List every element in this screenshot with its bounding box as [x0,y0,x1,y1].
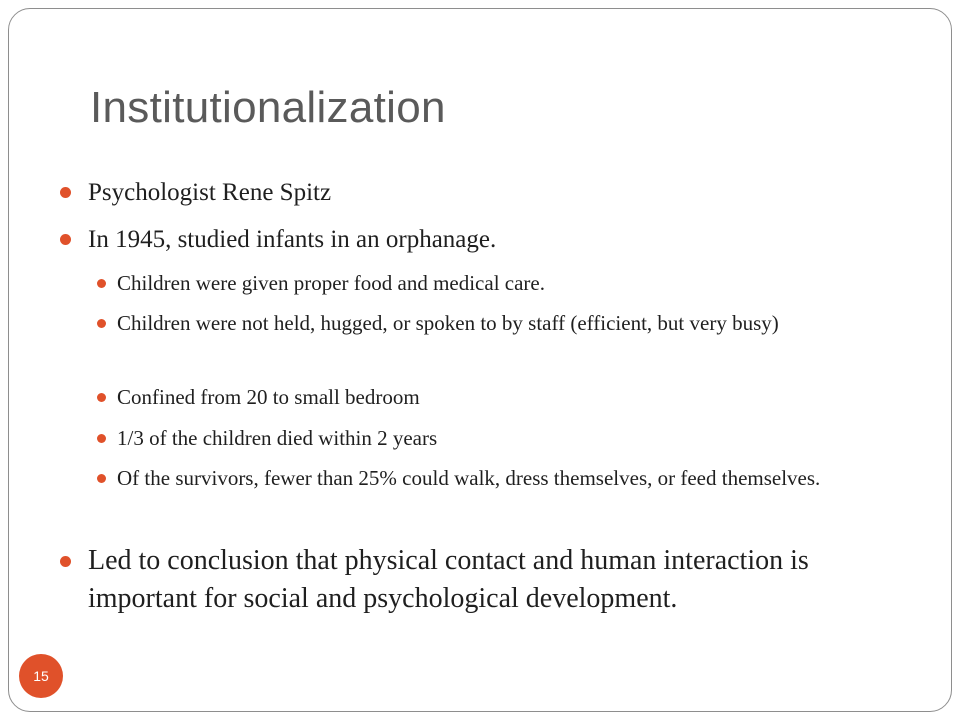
bullet-text: In 1945, studied infants in an orphanage. [88,226,497,253]
bullet-dot-icon [60,187,71,198]
sub-bullet-text: 1/3 of the children died within 2 years [117,426,438,450]
bullet-dot-icon [97,393,106,402]
sub-bullet-item [117,423,897,453]
sub-bullet-text: Children were not held, hugged, or spoken to by staff (efficient, but very busy) [117,311,779,335]
bullet-text: Psychologist Rene Spitz [88,179,332,206]
slide-number-badge: 15 [19,654,63,698]
bullet-item [88,223,908,256]
bullet-dot-icon [60,234,71,245]
sub-bullet-item [117,463,897,493]
sub-bullet-text: Confined from 20 to small bedroom [117,385,420,409]
bullet-dot-icon [97,474,106,483]
bullet-item [88,176,908,209]
bullet-dot-icon [97,434,106,443]
sub-bullet-item [117,268,897,298]
slide-title: Institutionalization [90,83,446,132]
bullet-dot-icon [97,279,106,288]
sub-bullet-item [117,382,897,412]
bullet-dot-icon [97,319,106,328]
bullet-dot-icon [60,556,71,567]
sub-bullet-text: Children were given proper food and medical care. [117,271,545,295]
bullet-text: Led to conclusion that physical contact and human interaction is important for social and psychological development. [88,545,809,614]
bullet-item [88,542,908,618]
sub-bullet-item [117,308,897,338]
sub-bullet-text: Of the survivors, fewer than 25% could walk, dress themselves, or feed themselves. [117,466,821,490]
